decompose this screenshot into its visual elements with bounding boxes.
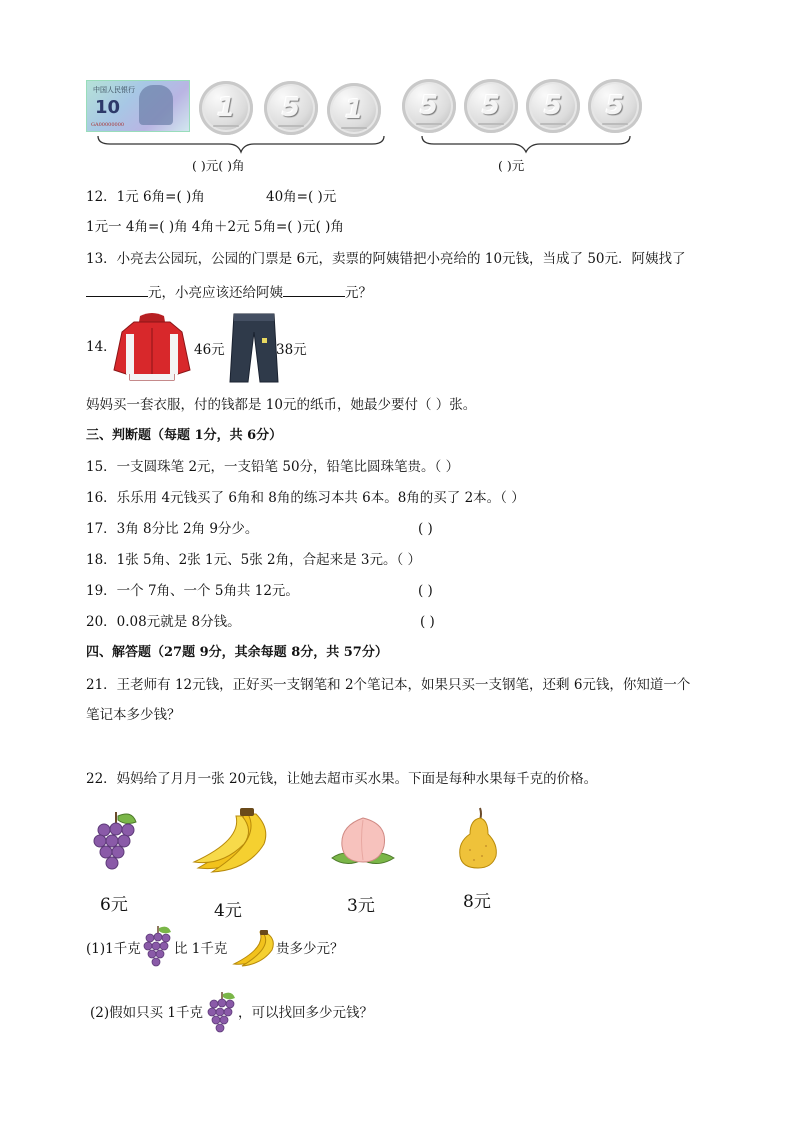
q18: 18．1张 5角、2张 1元、5张 2角，合起来是 3元。（ ） [86,552,422,568]
coin-5: 5 [588,79,642,133]
banknote-text: 中国人民银行 [93,86,135,94]
q22-sub2-a: (2)假如只买 1千克 [90,1005,204,1021]
q17: 17．3角 8分比 2角 9分少。 [86,521,259,537]
coin-1: 1 [327,83,381,137]
banknote-10-yuan [86,80,190,132]
q13-line2: 元，小亮应该还给阿姨 元？ [86,282,372,302]
peach-icon [330,814,396,872]
q21-line1: 21．王老师有 12元钱，正好买一支钢笔和 2个笔记本，如果只买一支钢笔，还剩 6元钱，你知道一个 [86,677,691,693]
q14-number: 14． [86,339,117,355]
pants-icon [228,312,280,384]
section-4-title: 四、解答题（27题 9分，其余每题 8分，共 57分） [86,645,388,660]
pear-icon [456,806,500,870]
q22-intro: 22．妈妈给了月月一张 20元钱，让她去超市买水果。下面是每种水果每千克的价格。 [86,771,598,787]
coin-5: 5 [402,79,456,133]
q14-question: 妈妈买一套衣服，付的钱都是 10元的纸币，她最少要付（ ）张。 [86,397,477,413]
caption-right: ( )元 [498,158,525,173]
banknote-value: 10 [95,97,121,118]
brace-left [96,134,386,156]
q22-sub1-b: 比 1千克 [174,941,228,957]
q12-line2: 1元一 4角=( )角 4角＋2元 5角=( )元( )角 [86,219,344,235]
q22-sub1-a: (1)1千克 [86,941,141,957]
q20-answer-paren[interactable]: ( ) [420,614,435,630]
q19: 19．一个 7角、一个 5角共 12元。 [86,583,299,599]
q22-sub2-b: ，可以找回多少元钱？ [238,1005,373,1021]
pants-price: 38元 [276,342,307,358]
coin-1: 1 [199,81,253,135]
grape-icon [92,810,138,874]
answer-blank[interactable] [86,282,148,297]
q13-line1: 13．小亮去公园玩，公园的门票是 6元，卖票的阿姨错把小亮给的 10元钱，当成了 50元．阿姨找了 [86,251,686,267]
q20: 20．0.08元就是 8分钱。 [86,614,241,630]
banana-icon [192,808,272,876]
q17-answer-paren[interactable]: ( ) [418,521,433,537]
q16: 16．乐乐用 4元钱买了 6角和 8角的练习本共 6本。8角的买了 2本。（ ） [86,490,525,506]
coin-5: 5 [464,79,518,133]
portrait-icon [139,85,173,125]
grape-icon [142,924,172,970]
q15: 15．一支圆珠笔 2元，一支铅笔 50分，铅笔比圆珠笔贵。（ ） [86,459,460,475]
brace-right [420,134,632,156]
q12-line1-a: 12．1元 6角=( )角 [86,189,205,205]
q22-sub1-c: 贵多少元？ [276,941,344,957]
price-pear: 8元 [463,892,491,912]
price-grape: 6元 [100,895,128,915]
grape-icon [206,990,236,1036]
coin-5: 5 [264,81,318,135]
price-banana: 4元 [214,901,242,921]
section-3-title: 三、判断题（每题 1分，共 6分） [86,428,283,443]
caption-left: ( )元( )角 [192,158,245,173]
price-peach: 3元 [347,896,375,916]
jacket-icon [112,310,192,382]
coin-5: 5 [526,79,580,133]
q12-line1-b: 40角=( )元 [266,189,337,205]
serial-number: GA00000000 [91,122,125,128]
answer-blank[interactable] [283,282,345,297]
q19-answer-paren[interactable]: ( ) [418,583,433,599]
jacket-price: 46元 [194,342,225,358]
q21-line2: 笔记本多少钱？ [86,707,181,723]
banana-icon [230,930,276,968]
